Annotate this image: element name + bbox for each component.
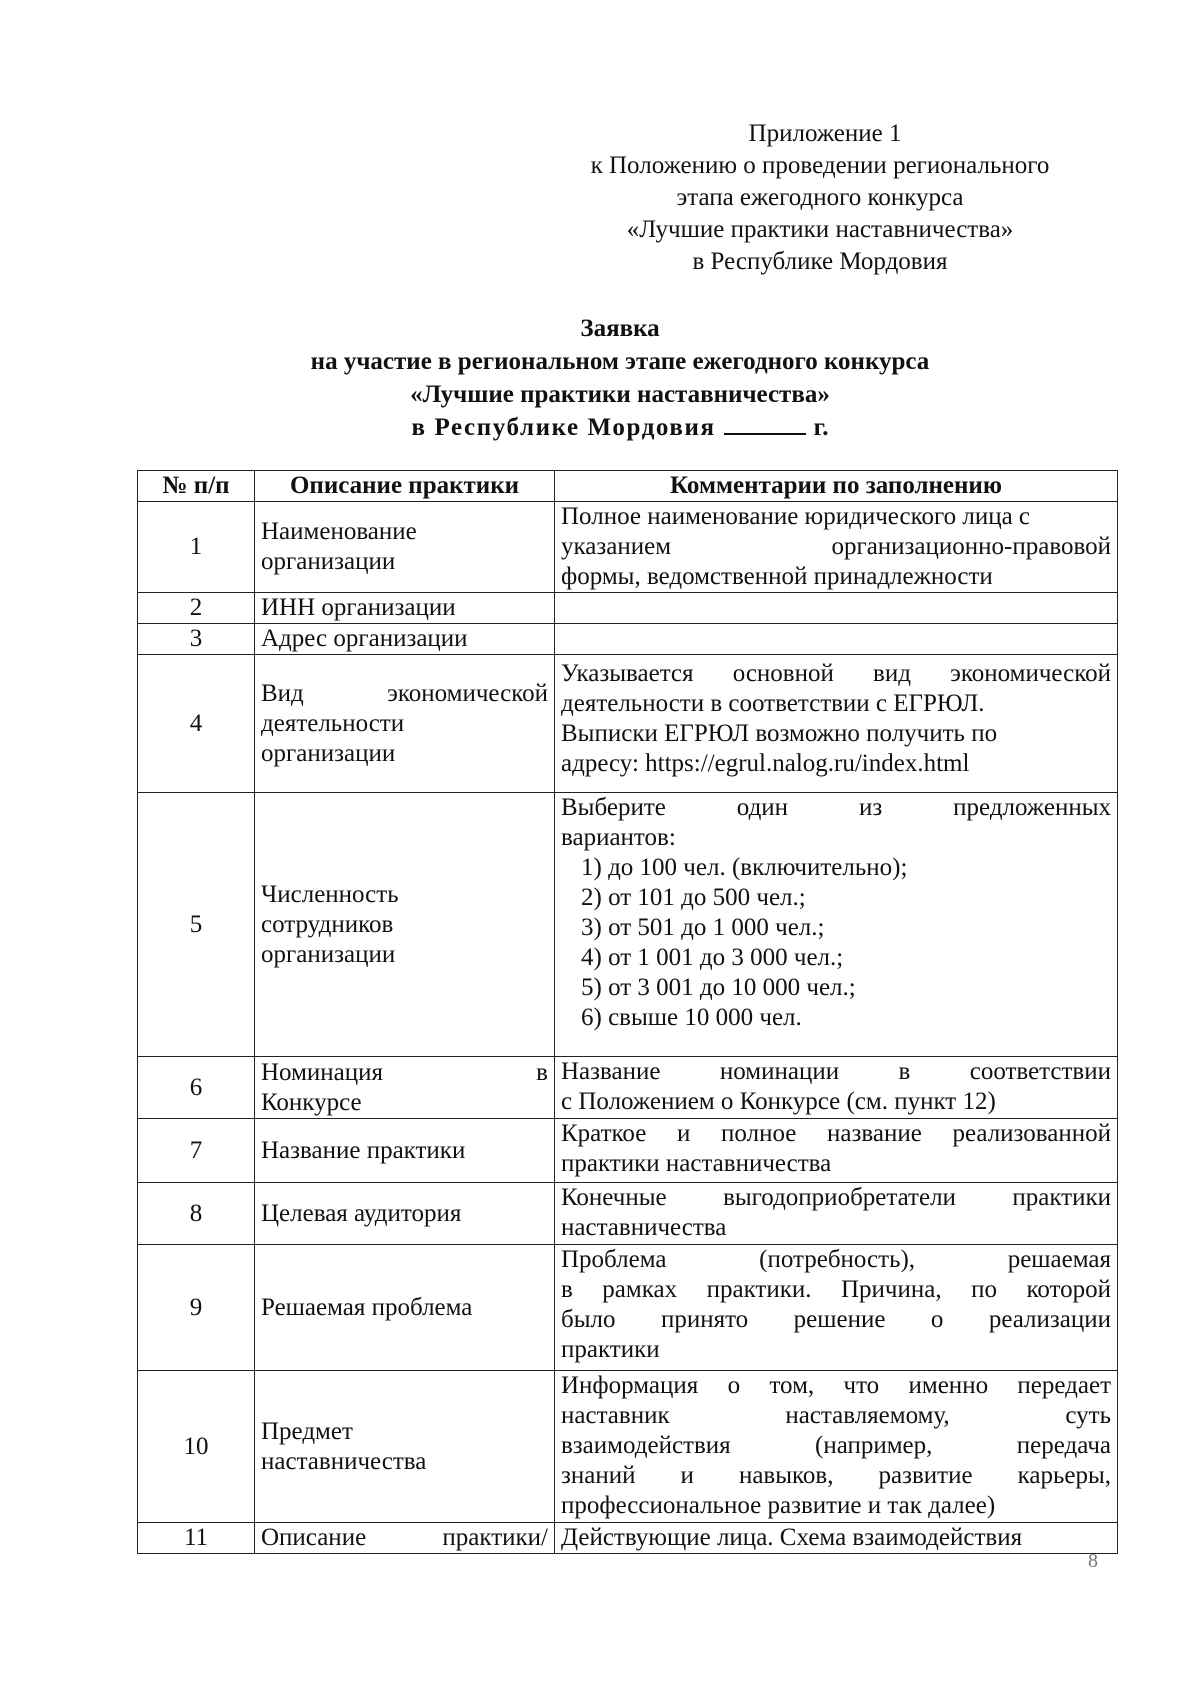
comment-line: Информация о том, что именно передает <box>561 1372 1111 1399</box>
row-description <box>255 1183 555 1245</box>
row-number: 4 <box>138 655 255 793</box>
document-title <box>130 312 1110 444</box>
title-year-suffix: г. <box>813 414 829 441</box>
comment-line: наставничества <box>561 1214 727 1241</box>
option-item: 5) от 3 001 до 10 000 чел.; <box>581 974 856 1001</box>
row-comment <box>555 1371 1118 1523</box>
comment-line: было принято решение о реализации <box>561 1306 1111 1333</box>
option-item: 2) от 101 до 500 чел.; <box>581 884 806 911</box>
row-description <box>255 502 555 593</box>
title-line: «Лучшие практики наставничества» <box>410 381 830 408</box>
desc-line: Вид экономической <box>261 679 548 707</box>
option-item: 6) свыше 10 000 чел. <box>581 1004 802 1031</box>
comment-line: адресу: https://egrul.nalog.ru/index.html <box>561 750 970 777</box>
application-table <box>137 470 1118 1554</box>
year-blank-field <box>724 411 806 435</box>
row-comment <box>555 1523 1118 1554</box>
comment-line: Конечные выгодоприобретатели практики <box>561 1184 1111 1211</box>
row-description <box>255 1057 555 1119</box>
option-item: 4) от 1 001 до 3 000 чел.; <box>581 944 844 971</box>
table-row <box>138 655 1118 793</box>
comment-line: Выписки ЕГРЮЛ возможно получить по <box>561 720 998 747</box>
row-comment <box>555 502 1118 593</box>
comment-line: указанием организационно-правовой <box>561 533 1111 560</box>
appendix-line: этапа ежегодного конкурса <box>676 184 964 211</box>
desc-line: Целевая аудитория <box>261 1199 462 1227</box>
row-number: 1 <box>138 502 255 593</box>
title-region: в Республике Мордовия <box>411 414 716 441</box>
row-number: 7 <box>138 1119 255 1183</box>
row-comment-empty <box>555 624 1118 655</box>
header-comments: Комментарии по заполнению <box>555 471 1118 502</box>
comment-line: Краткое и полное название реализованной <box>561 1120 1111 1147</box>
page-number: 8 <box>1088 1550 1098 1572</box>
desc-line: ИНН организации <box>261 594 456 621</box>
comment-line: взаимодействия (например, передача <box>561 1432 1111 1459</box>
row-number: 3 <box>138 624 255 655</box>
option-item: 3) от 501 до 1 000 чел.; <box>581 914 825 941</box>
row-number: 2 <box>138 593 255 624</box>
desc-line: Численность <box>261 880 399 908</box>
comment-line: профессиональное развитие и так далее) <box>561 1492 996 1519</box>
table-header-row <box>138 471 1118 502</box>
row-description <box>255 793 555 1057</box>
row-description <box>255 593 555 624</box>
appendix-line: в Республике Мордовия <box>692 248 948 275</box>
desc-line: Описание практики/ <box>261 1524 548 1551</box>
comment-line: Выберите один из предложенных <box>561 794 1111 821</box>
table-row <box>138 593 1118 624</box>
table-row <box>138 1523 1118 1554</box>
row-description <box>255 1371 555 1523</box>
row-comment <box>555 1057 1118 1119</box>
title-line: на участие в региональном этапе ежегодного конкурса <box>310 348 930 375</box>
comment-line: с Положением о Конкурсе (см. пункт 12) <box>561 1088 996 1115</box>
appendix-line: Приложение 1 <box>748 120 902 147</box>
table-row <box>138 1245 1118 1371</box>
comment-line: Указывается основной вид экономической <box>561 660 1111 687</box>
row-description <box>255 624 555 655</box>
row-comment <box>555 1183 1118 1245</box>
row-number: 6 <box>138 1057 255 1119</box>
row-description <box>255 1523 555 1554</box>
desc-line: Номинация в <box>261 1058 548 1086</box>
row-number: 11 <box>138 1523 255 1554</box>
comment-line: практики наставничества <box>561 1150 832 1177</box>
table-row <box>138 1119 1118 1183</box>
desc-line: Решаемая проблема <box>261 1293 473 1321</box>
desc-line: деятельности <box>261 709 405 737</box>
row-description <box>255 1245 555 1371</box>
row-description <box>255 655 555 793</box>
appendix-line: «Лучшие практики наставничества» <box>626 216 1014 243</box>
header-description: Описание практики <box>255 471 555 502</box>
row-comment <box>555 793 1118 1057</box>
desc-line: организации <box>261 548 396 575</box>
row-comment <box>555 1119 1118 1183</box>
comment-line: формы, ведомственной принадлежности <box>561 563 993 590</box>
desc-line: Конкурсе <box>261 1088 362 1116</box>
row-description <box>255 1119 555 1183</box>
comment-line: знаний и навыков, развитие карьеры, <box>561 1462 1111 1489</box>
comment-line: Полное наименование юридического лица с <box>561 503 1031 530</box>
table-row <box>138 624 1118 655</box>
desc-line: сотрудников <box>261 910 394 938</box>
desc-line: наставничества <box>261 1447 427 1475</box>
title-line: Заявка <box>580 315 660 342</box>
table-row <box>138 1183 1118 1245</box>
table-row <box>138 1371 1118 1523</box>
desc-line: Адрес организации <box>261 625 468 652</box>
row-comment-empty <box>555 593 1118 624</box>
row-comment <box>555 655 1118 793</box>
row-number: 5 <box>138 793 255 1057</box>
comment-line: наставник наставляемому, суть <box>561 1402 1111 1429</box>
desc-line: Наименование <box>261 518 417 545</box>
appendix-line: к Положению о проведении регионального <box>590 152 1050 179</box>
header-number: № п/п <box>138 471 255 502</box>
comment-line: Название номинации в соответствии <box>561 1058 1111 1085</box>
table-row <box>138 1057 1118 1119</box>
appendix-header <box>540 118 1100 278</box>
desc-line: Предмет <box>261 1417 353 1445</box>
row-number: 9 <box>138 1245 255 1371</box>
comment-line: деятельности в соответствии с ЕГРЮЛ. <box>561 690 985 717</box>
desc-line: организации <box>261 739 396 767</box>
row-comment <box>555 1245 1118 1371</box>
comment-line: вариантов: <box>561 824 676 851</box>
comment-line: в рамках практики. Причина, по которой <box>561 1276 1111 1303</box>
table-row <box>138 502 1118 593</box>
desc-line: организации <box>261 940 396 968</box>
comment-line: практики <box>561 1336 660 1363</box>
table-row <box>138 793 1118 1057</box>
row-number: 8 <box>138 1183 255 1245</box>
title-line-year <box>130 411 1110 444</box>
desc-line: Название практики <box>261 1136 466 1164</box>
option-item: 1) до 100 чел. (включительно); <box>581 854 908 881</box>
comment-line: Действующие лица. Схема взаимодействия <box>561 1524 1023 1551</box>
comment-line: Проблема (потребность), решаемая <box>561 1246 1111 1273</box>
row-number: 10 <box>138 1371 255 1523</box>
